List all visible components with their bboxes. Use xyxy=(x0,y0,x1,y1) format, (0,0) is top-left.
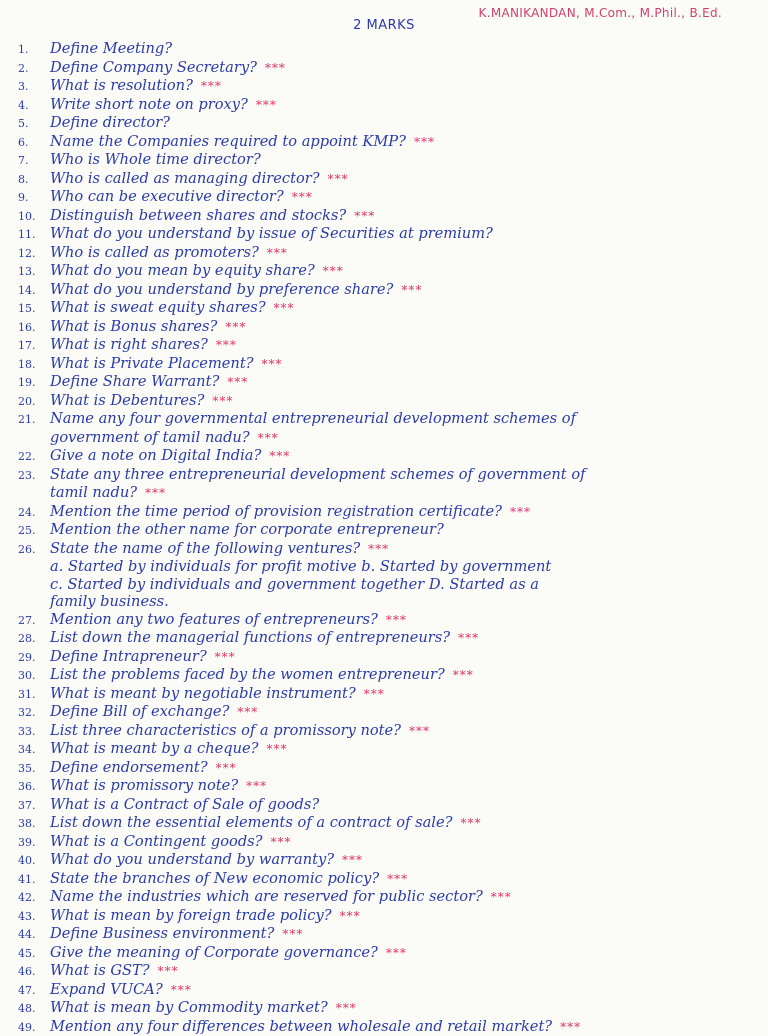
question-number: 33. xyxy=(18,723,50,741)
important-star-mark: *** xyxy=(282,926,303,944)
question-number: 9. xyxy=(18,189,50,207)
important-star-mark: *** xyxy=(256,97,277,115)
question-text: Who can be executive director? xyxy=(50,188,284,206)
important-star-mark: *** xyxy=(386,945,407,963)
question-item xyxy=(18,703,754,722)
question-item xyxy=(18,355,754,374)
question-item xyxy=(18,925,754,944)
important-star-mark: *** xyxy=(342,852,363,870)
question-item xyxy=(18,170,754,189)
question-number: 36. xyxy=(18,778,50,796)
question-number: 18. xyxy=(18,356,50,374)
question-item xyxy=(18,466,754,485)
important-star-mark: *** xyxy=(364,686,385,704)
question-number: 47. xyxy=(18,982,50,1000)
question-number: 8. xyxy=(18,171,50,189)
question-number: 28. xyxy=(18,630,50,648)
question-number: 49. xyxy=(18,1019,50,1036)
question-item xyxy=(18,666,754,685)
important-star-mark: *** xyxy=(386,612,407,630)
sub-item: family business. xyxy=(18,593,754,611)
question-item xyxy=(18,796,754,815)
question-number: 14. xyxy=(18,282,50,300)
question-text: Define endorsement? xyxy=(50,759,208,777)
question-text: Mention any two features of entrepreneurs? xyxy=(50,611,378,629)
question-item xyxy=(18,40,754,59)
question-number: 30. xyxy=(18,667,50,685)
question-item xyxy=(18,262,754,281)
question-item xyxy=(18,685,754,704)
question-item xyxy=(18,299,754,318)
question-item xyxy=(18,540,754,559)
question-number: 20. xyxy=(18,393,50,411)
question-continuation-text: tamil nadu? xyxy=(50,484,137,501)
important-star-mark: *** xyxy=(171,982,192,1000)
important-star-mark: *** xyxy=(145,486,166,500)
question-text: What is right shares? xyxy=(50,336,208,354)
question-item xyxy=(18,336,754,355)
question-text: List three characteristics of a promissory note? xyxy=(50,722,401,740)
question-number: 21. xyxy=(18,411,50,429)
question-number: 4. xyxy=(18,97,50,115)
question-number: 17. xyxy=(18,337,50,355)
question-number: 39. xyxy=(18,834,50,852)
question-text: List down the managerial functions of entrepreneurs? xyxy=(50,629,450,647)
question-number: 31. xyxy=(18,686,50,704)
important-star-mark: *** xyxy=(215,649,236,667)
question-item xyxy=(18,907,754,926)
question-continuation xyxy=(18,429,754,448)
question-text: What do you understand by preference share? xyxy=(50,281,393,299)
question-item xyxy=(18,814,754,833)
important-star-mark: *** xyxy=(212,393,233,411)
question-text: Who is called as promoters? xyxy=(50,244,259,262)
question-item xyxy=(18,629,754,648)
important-star-mark: *** xyxy=(368,541,389,559)
question-text: Define Share Warrant? xyxy=(50,373,219,391)
question-item xyxy=(18,1018,754,1036)
question-item xyxy=(18,740,754,759)
sub-item: c. Started by individuals and government together D. Started as a xyxy=(18,576,754,594)
question-text: Name the industries which are reserved for public sector? xyxy=(50,888,483,906)
important-star-mark: *** xyxy=(216,337,237,355)
question-number: 10. xyxy=(18,208,50,226)
question-number: 27. xyxy=(18,612,50,630)
question-number: 1. xyxy=(18,41,50,59)
important-star-mark: *** xyxy=(270,834,291,852)
important-star-mark: *** xyxy=(414,134,435,152)
question-text: What is Bonus shares? xyxy=(50,318,217,336)
question-text: Give the meaning of Corporate governance? xyxy=(50,944,378,962)
question-text: What is mean by Commodity market? xyxy=(50,999,328,1017)
question-item xyxy=(18,888,754,907)
important-star-mark: *** xyxy=(510,504,531,522)
question-text: Give a note on Digital India? xyxy=(50,447,261,465)
question-text: What is sweat equity shares? xyxy=(50,299,266,317)
question-item xyxy=(18,96,754,115)
question-number: 13. xyxy=(18,263,50,281)
question-number: 25. xyxy=(18,522,50,540)
question-number: 12. xyxy=(18,245,50,263)
question-item xyxy=(18,999,754,1018)
question-text: Mention the time period of provision registration certificate? xyxy=(50,503,502,521)
question-item xyxy=(18,59,754,78)
page-title: 2 MARKS xyxy=(0,18,768,33)
question-item xyxy=(18,133,754,152)
important-star-mark: *** xyxy=(401,282,422,300)
question-number: 37. xyxy=(18,797,50,815)
important-star-mark: *** xyxy=(225,319,246,337)
question-text: What is a Contingent goods? xyxy=(50,833,262,851)
question-text: Define director? xyxy=(50,114,170,132)
question-number: 45. xyxy=(18,945,50,963)
important-star-mark: *** xyxy=(274,300,295,318)
question-list xyxy=(18,40,754,1036)
question-item xyxy=(18,410,754,429)
important-star-mark: *** xyxy=(237,704,258,722)
question-item xyxy=(18,648,754,667)
question-continuation-text: government of tamil nadu? xyxy=(50,429,250,446)
question-item xyxy=(18,207,754,226)
question-text: What is Debentures? xyxy=(50,392,204,410)
question-text: Name any four governmental entrepreneurial development schemes of xyxy=(50,410,576,428)
important-star-mark: *** xyxy=(453,667,474,685)
question-item xyxy=(18,851,754,870)
question-number: 41. xyxy=(18,871,50,889)
question-number: 32. xyxy=(18,704,50,722)
question-text: Distinguish between shares and stocks? xyxy=(50,207,346,225)
question-item xyxy=(18,447,754,466)
question-item xyxy=(18,281,754,300)
question-number: 43. xyxy=(18,908,50,926)
question-text: State any three entrepreneurial development schemes of government of xyxy=(50,466,586,484)
question-text: Write short note on proxy? xyxy=(50,96,248,114)
question-number: 38. xyxy=(18,815,50,833)
important-star-mark: *** xyxy=(201,78,222,96)
question-number: 2. xyxy=(18,60,50,78)
question-number: 19. xyxy=(18,374,50,392)
question-text: What is a Contract of Sale of goods? xyxy=(50,796,319,814)
question-text: State the name of the following ventures? xyxy=(50,540,360,558)
important-star-mark: *** xyxy=(458,630,479,648)
question-item xyxy=(18,981,754,1000)
question-number: 22. xyxy=(18,448,50,466)
important-star-mark: *** xyxy=(340,908,361,926)
question-text: Name the Companies required to appoint KMP? xyxy=(50,133,406,151)
important-star-mark: *** xyxy=(560,1019,581,1036)
question-number: 26. xyxy=(18,541,50,559)
important-star-mark: *** xyxy=(262,356,283,374)
question-item xyxy=(18,244,754,263)
important-star-mark: *** xyxy=(328,171,349,189)
question-item xyxy=(18,318,754,337)
important-star-mark: *** xyxy=(258,431,279,445)
question-item xyxy=(18,759,754,778)
question-number: 15. xyxy=(18,300,50,318)
question-number: 44. xyxy=(18,926,50,944)
question-item xyxy=(18,870,754,889)
important-star-mark: *** xyxy=(491,889,512,907)
important-star-mark: *** xyxy=(354,208,375,226)
question-number: 46. xyxy=(18,963,50,981)
question-text: Who is called as managing director? xyxy=(50,170,320,188)
question-number: 42. xyxy=(18,889,50,907)
important-star-mark: *** xyxy=(267,245,288,263)
question-text: What do you understand by warranty? xyxy=(50,851,334,869)
question-text: Mention the other name for corporate entrepreneur? xyxy=(50,521,444,539)
question-number: 40. xyxy=(18,852,50,870)
question-item xyxy=(18,151,754,170)
question-text: Define Company Secretary? xyxy=(50,59,257,77)
question-item xyxy=(18,833,754,852)
question-number: 29. xyxy=(18,649,50,667)
question-text: What is Private Placement? xyxy=(50,355,254,373)
important-star-mark: *** xyxy=(387,871,408,889)
question-text: Define Intrapreneur? xyxy=(50,648,207,666)
question-item xyxy=(18,114,754,133)
question-number: 16. xyxy=(18,319,50,337)
question-item xyxy=(18,611,754,630)
question-text: Expand VUCA? xyxy=(50,981,163,999)
question-text: What is meant by a cheque? xyxy=(50,740,258,758)
question-number: 23. xyxy=(18,467,50,485)
question-item xyxy=(18,225,754,244)
question-number: 11. xyxy=(18,226,50,244)
question-text: What is promissory note? xyxy=(50,777,238,795)
question-item xyxy=(18,392,754,411)
question-text: List down the essential elements of a contract of sale? xyxy=(50,814,452,832)
important-star-mark: *** xyxy=(216,760,237,778)
question-number: 24. xyxy=(18,504,50,522)
question-text: What is mean by foreign trade policy? xyxy=(50,907,332,925)
question-text: What is meant by negotiable instrument? xyxy=(50,685,356,703)
question-number: 34. xyxy=(18,741,50,759)
important-star-mark: *** xyxy=(409,723,430,741)
question-continuation xyxy=(18,484,754,503)
question-number: 3. xyxy=(18,78,50,96)
question-item xyxy=(18,521,754,540)
question-text: What do you mean by equity share? xyxy=(50,262,315,280)
important-star-mark: *** xyxy=(460,815,481,833)
question-number: 48. xyxy=(18,1000,50,1018)
question-item xyxy=(18,373,754,392)
important-star-mark: *** xyxy=(246,778,267,796)
question-text: Define Business environment? xyxy=(50,925,274,943)
question-item xyxy=(18,503,754,522)
important-star-mark: *** xyxy=(269,448,290,466)
important-star-mark: *** xyxy=(158,963,179,981)
question-number: 5. xyxy=(18,115,50,133)
question-item xyxy=(18,77,754,96)
question-item xyxy=(18,962,754,981)
important-star-mark: *** xyxy=(266,741,287,759)
sub-item: a. Started by individuals for profit motive b. Started by government xyxy=(18,558,754,576)
question-number: 7. xyxy=(18,152,50,170)
question-item xyxy=(18,944,754,963)
author-credit: K.MANIKANDAN, M.Com., M.Phil., B.Ed. xyxy=(479,6,722,20)
question-item xyxy=(18,188,754,207)
question-text: Mention any four differences between wholesale and retail market? xyxy=(50,1018,552,1036)
question-item xyxy=(18,722,754,741)
question-text: What is GST? xyxy=(50,962,150,980)
important-star-mark: *** xyxy=(265,60,286,78)
important-star-mark: *** xyxy=(336,1000,357,1018)
question-text: What do you understand by issue of Securities at premium? xyxy=(50,225,493,243)
question-text: State the branches of New economic policy? xyxy=(50,870,379,888)
important-star-mark: *** xyxy=(292,189,313,207)
question-text: Define Bill of exchange? xyxy=(50,703,229,721)
question-text: What is resolution? xyxy=(50,77,193,95)
question-text: Define Meeting? xyxy=(50,40,172,58)
question-item xyxy=(18,777,754,796)
question-number: 6. xyxy=(18,134,50,152)
question-number: 35. xyxy=(18,760,50,778)
important-star-mark: *** xyxy=(227,374,248,392)
question-text: List the problems faced by the women entrepreneur? xyxy=(50,666,445,684)
question-text: Who is Whole time director? xyxy=(50,151,261,169)
important-star-mark: *** xyxy=(323,263,344,281)
